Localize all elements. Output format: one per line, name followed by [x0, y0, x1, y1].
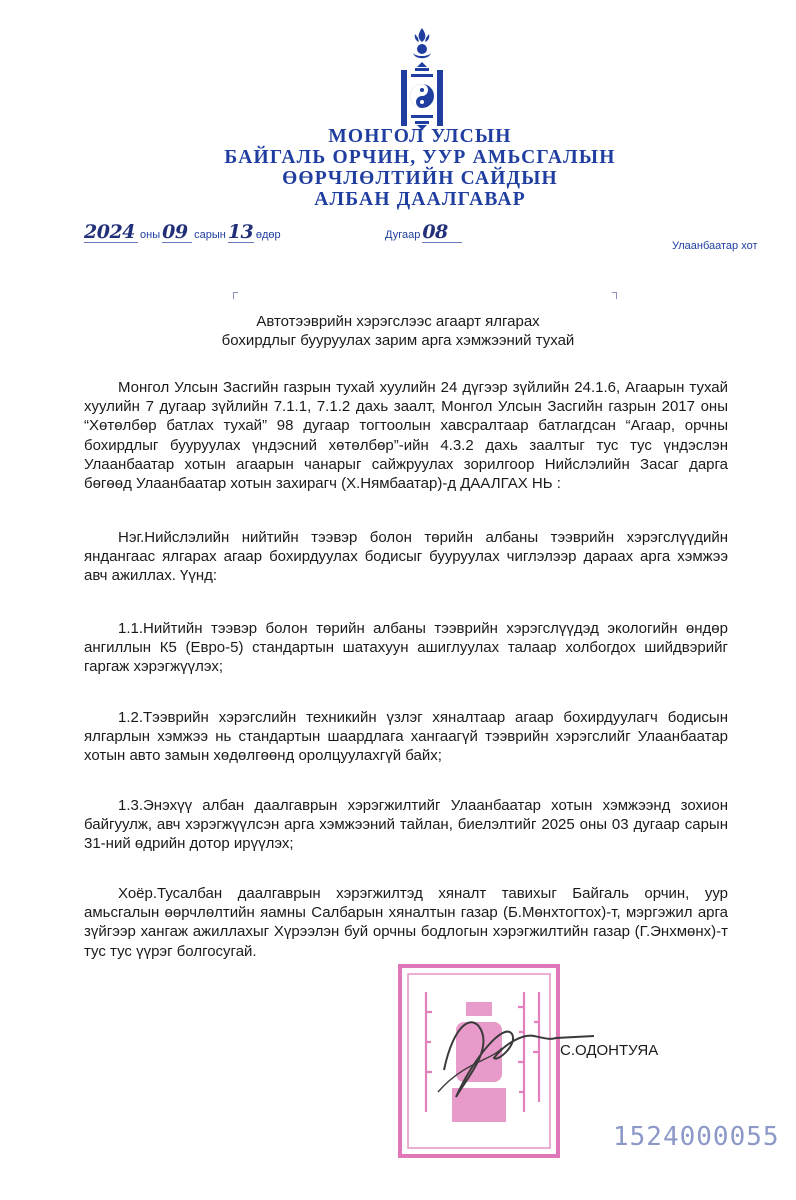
paragraph-item-1-3: 1.3.Энэхүү албан даалгаврын хэрэгжилтийг Улаанбаатар хотын хэмжээнд зохион байгуулж, авч хэрэгжүүлсэн арга хэмжээний тайлан, биелэлтийг 2025 оны 03 дугаар сарын 31-ний өдрийн дотор ирүүлэх; — [84, 797, 728, 853]
header-doc-type: АЛБАН ДААЛГАВАР — [314, 189, 526, 210]
number-label: Дугаар — [385, 229, 421, 241]
paragraph-item-1-1: 1.1.Нийтийн тээвэр болон төрийн албаны тээврийн хэрэгслүүдэд экологийн өндөр ангиллын К5 (Евро-5) стандартын шатахуун ашиглуулах талаар холбогдох шийдвэрийг гаргаж хэрэгжүүлэх; — [84, 620, 728, 676]
paragraph-first: Нэг.Нийслэлийн нийтийн тээвэр болон төрийн албаны тээврийн хэрэгслүүдийн яндангаас ялгарах агаар бохирдуулах бодисыг бууруулах чиглэлээр дараах арга хэмжээ авч ажиллах. Үүнд: — [84, 529, 728, 585]
subject — [160, 312, 636, 350]
date-year-label: оны — [140, 229, 161, 241]
header-ministry: БАЙГАЛЬ ОРЧИН, УУР АМЬСГАЛЫН — [224, 147, 616, 168]
date-line — [84, 222, 283, 243]
subject-line-1: Автотээврийн хэрэгслээс агаарт ялгарах — [256, 313, 540, 330]
date-month-label: сарын — [194, 229, 226, 241]
date-month: 09 — [162, 222, 192, 243]
header-country: МОНГОЛ УЛСЫН — [328, 126, 512, 147]
number-line — [383, 222, 462, 243]
paragraph-item-1-2: 1.2.Тээврийн хэрэгслийн техникийн үзлэг хяналтаар агаар бохирдуулагч бодисын ялгарлын хэмжээ нь стандартын шаардлага хангаагүй тээврийн хэрэгслийг Улаанбаатар хотын авто замын хөдөлгөөнд оролцуулахгүй байх; — [84, 709, 728, 765]
document-header — [200, 126, 640, 210]
paragraph-second: Хоёр.Тусалбан даалгаврын хэрэгжилтэд хяналт тавихыг Байгаль орчин, уур амьсгалын өөрчлөлтийн яамны Салбарын хяналтын газар (Б.Мөнхтогтох)-т, мэргэжил арга зүйгээр хангаж ажиллахыг Хүрээлэн буй орчны бодлогын хэрэгжилтийн газар (Г.Энхмөнх)-т тус тус үүрэг болгосугай. — [84, 885, 728, 960]
subject-bracket-right — [612, 292, 617, 299]
date-year: 2024 — [84, 222, 138, 243]
date-day-label: өдөр — [255, 229, 281, 241]
soyombo-emblem-icon — [391, 26, 453, 136]
header-ministry-cont: ӨӨРЧЛӨЛТИЙН САЙДЫН — [282, 168, 558, 189]
subject-line-2: бохирдлыг бууруулах зарим арга хэмжээний тухай — [221, 332, 575, 349]
paragraph-intro: Монгол Улсын Засгийн газрын тухай хуулийн 24 дүгээр зүйлийн 24.1.6, Агаарын тухай хуулийн 7 дугаар зүйлийн 7.1.1, 7.1.2 дахь заалт, Монгол Улсын Засгийн газрын 2017 оны “Хөтөлбөр батлах тухай” 98 дугаар тогтоолын хавсралтаар батлагдсан “Агаар, орчны бохирдлыг бууруулах үндэсний хөтөлбөр”-ийн 4.3.2 дахь заалтыг тус тус үндэслэн Улаанбаатар хотын агаарын чанарыг сайжруулах зорилгоор Нийслэлийн Засаг дарга бөгөөд Улаанбаатар хотын захирагч (Х.Нямбаатар)-д ДААЛГАХ НЬ : — [84, 379, 728, 493]
document-number-handwritten: 08 — [422, 222, 462, 243]
serial-number: 1524000055 — [613, 1122, 780, 1152]
city-label: Улаанбаатар хот — [672, 240, 758, 252]
signatory-name: С.ОДОНТУЯА — [560, 1042, 659, 1059]
date-day: 13 — [227, 221, 254, 243]
subject-bracket-left — [233, 292, 238, 299]
official-seal-stamp — [394, 962, 614, 1162]
